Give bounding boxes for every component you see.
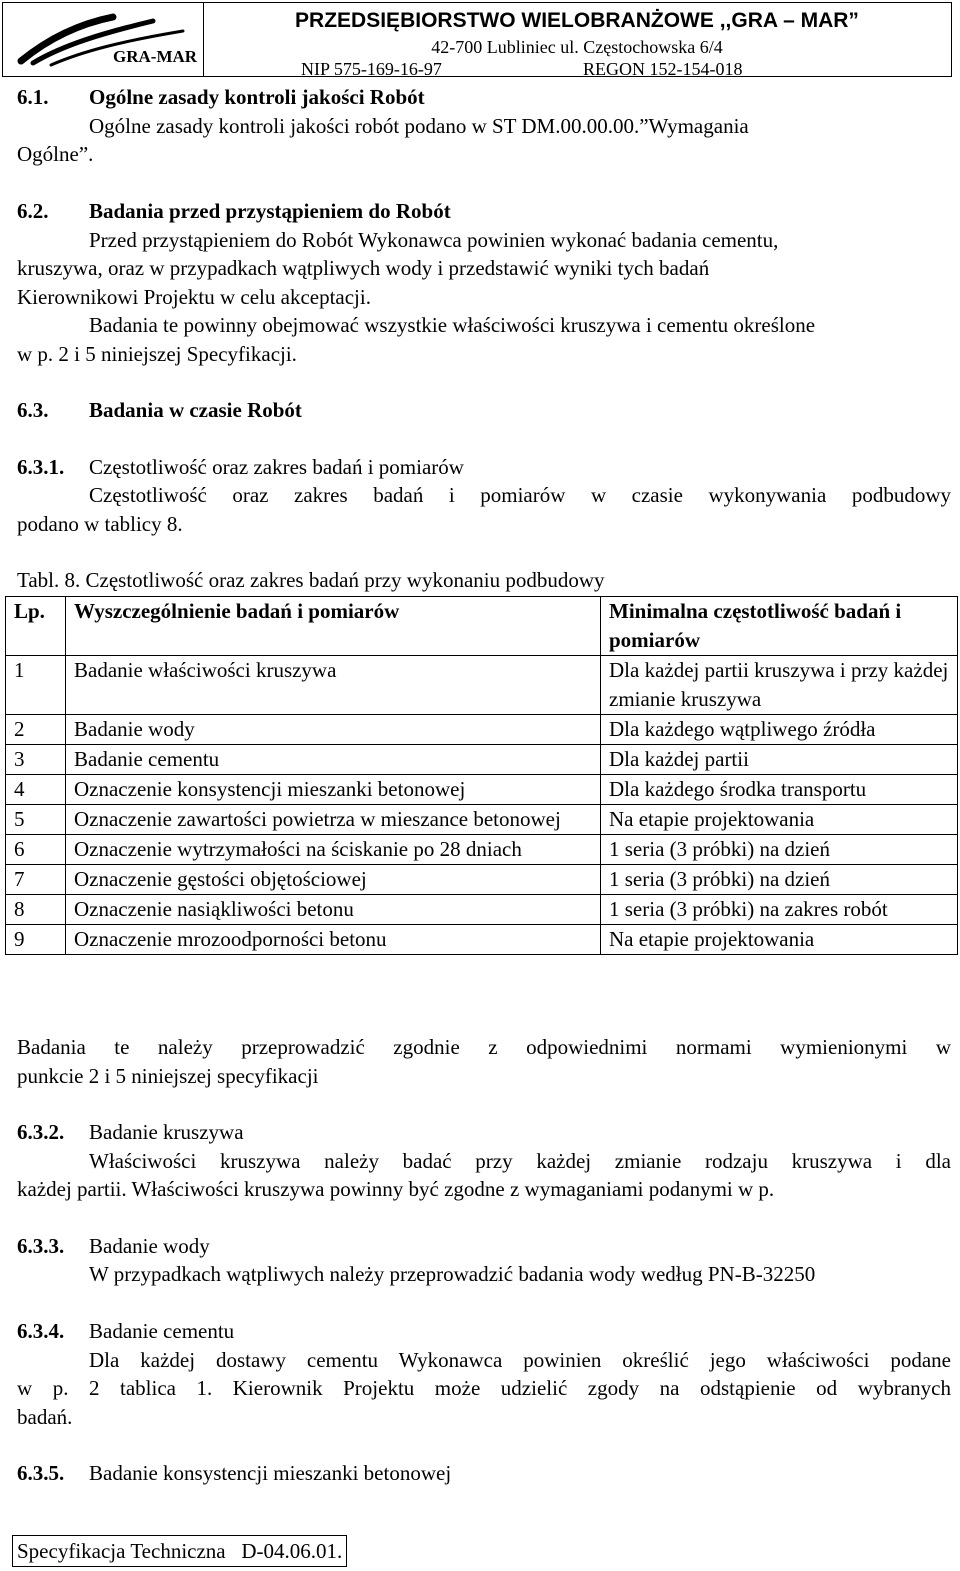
company-nip: NIP 575-169-16-97 [301,59,442,79]
table-cell: 8 [6,895,66,925]
table-header-cell: Minimalna częstotliwość badań i pomiarów [601,597,958,656]
table-cell: 5 [6,805,66,835]
table-row [6,715,958,745]
section-6-3-4-text-line: badań. [17,1405,73,1429]
section-6-3-3-text-line: W przypadkach wątpliwych należy przeprowadzić badania wody według PN-B-32250 [89,1262,816,1286]
section-6-2-text-line: w p. 2 i 5 niniejszej Specyfikacji. [17,342,297,366]
table-cell: 1 [6,656,66,715]
table-cell: Oznaczenie zawartości powietrza w mieszance betonowej [66,805,601,835]
section-6-3-5-number: 6.3.5. [17,1461,65,1485]
table-cell: Oznaczenie nasiąkliwości betonu [66,895,601,925]
company-logo [3,3,204,76]
after-table-text-line: punkcie 2 i 5 niniejszej specyfikacji [17,1064,319,1088]
section-6-1-title: Ogólne zasady kontroli jakości Robót [89,85,425,109]
page-footer: Specyfikacja Techniczna D-04.06.01. [12,1535,347,1567]
section-6-3-4-text-line: w p. 2 tablica 1. Kierownik Projektu może udzielić zgody na odstąpienie od wybranych [17,1376,951,1400]
table-row [6,925,958,955]
table-row [6,745,958,775]
logo-text: GRA-MAR [113,47,198,66]
company-regon: REGON 152-154-018 [583,59,743,79]
table-cell: Badanie cementu [66,745,601,775]
section-6-3-5-title: Badanie konsystencji mieszanki betonowej [89,1461,452,1485]
section-6-3-1-number: 6.3.1. [17,455,65,479]
table-row [6,775,958,805]
table-cell: 1 seria (3 próbki) na zakres robót [601,895,958,925]
company-info [203,3,951,79]
section-6-2-text-line: Badania te powinny obejmować wszystkie właściwości kruszywa i cementu określone [89,313,816,337]
section-6-3-2-title: Badanie kruszywa [89,1120,244,1144]
section-6-2-number: 6.2. [17,199,49,223]
table-cell: Oznaczenie gęstości objętościowej [66,865,601,895]
after-table-text-line: Badania te należy przeprowadzić zgodnie z odpowiednimi normami wymienionymi w [17,1035,951,1059]
table-cell: Dla każdej partii [601,745,958,775]
section-6-3-3-number: 6.3.3. [17,1234,65,1258]
section-6-1-text-line: Ogólne”. [17,142,94,166]
table-cell: 3 [6,745,66,775]
table-cell: Oznaczenie konsystencji mieszanki betonowej [66,775,601,805]
section-6-1-number: 6.1. [17,85,49,109]
table-cell: Oznaczenie wytrzymałości na ściskanie po 28 dniach [66,835,601,865]
section-6-3-4-title: Badanie cementu [89,1319,235,1343]
table-row [6,835,958,865]
table-row [6,656,958,715]
frequency-table [5,596,958,955]
section-6-3-1-text-line: Częstotliwość oraz zakres badań i pomiarów w czasie wykonywania podbudowy [89,483,951,507]
table-cell: Dla każdego środka transportu [601,775,958,805]
table-row [6,865,958,895]
section-6-3-3-title: Badanie wody [89,1234,210,1258]
table-cell: Na etapie projektowania [601,805,958,835]
page-header [2,2,952,77]
table-cell: 4 [6,775,66,805]
section-6-3-1-text-line: podano w tablicy 8. [17,512,183,536]
table-cell: 9 [6,925,66,955]
table-cell: Oznaczenie mrozoodporności betonu [66,925,601,955]
section-6-3-title: Badania w czasie Robót [89,398,302,422]
table-cell: Badanie wody [66,715,601,745]
section-6-3-2-text-line: każdej partii. Właściwości kruszywa powinny być zgodne z wymaganiami podanymi w p. [17,1177,775,1201]
section-6-2-text-line: Przed przystąpieniem do Robót Wykonawca powinien wykonać badania cementu, [89,228,779,252]
section-6-3-4-text-line: Dla każdej dostawy cementu Wykonawca powinien określić jego właściwości podane [89,1348,951,1372]
table-header-cell: Wyszczególnienie badań i pomiarów [66,597,601,656]
section-6-1-text-line: Ogólne zasady kontroli jakości robót podano w ST DM.00.00.00.”Wymagania [89,114,749,138]
table-cell: 1 seria (3 próbki) na dzień [601,835,958,865]
section-6-2-title: Badania przed przystąpieniem do Robót [89,199,451,223]
table-row [6,895,958,925]
table-cell: 7 [6,865,66,895]
table-cell: 2 [6,715,66,745]
section-6-3-4-number: 6.3.4. [17,1319,65,1343]
table-header-row [6,597,958,656]
table-cell: Dla każdego wątpliwego źródła [601,715,958,745]
table-caption: Tabl. 8. Częstotliwość oraz zakres badań przy wykonaniu podbudowy [17,568,605,592]
section-6-2-text-line: Kierownikowi Projektu w celu akceptacji. [17,285,371,309]
section-6-3-2-text-line: Właściwości kruszywa należy badać przy każdej zmianie rodzaju kruszywa i dla [89,1149,951,1173]
table-cell: 6 [6,835,66,865]
table-row [6,805,958,835]
section-6-2-text-line: kruszywa, oraz w przypadkach wątpliwych wody i przedstawić wyniki tych badań [17,256,710,280]
section-6-3-1-title: Częstotliwość oraz zakres badań i pomiarów [89,455,464,479]
company-name: PRZEDSIĘBIORSTWO WIELOBRANŻOWE ,,GRA – MAR” [295,9,859,32]
table-cell: 1 seria (3 próbki) na dzień [601,865,958,895]
table-header-cell: Lp. [6,597,66,656]
table-cell: Na etapie projektowania [601,925,958,955]
table-cell: Dla każdej partii kruszywa i przy każdej zmianie kruszywa [601,656,958,715]
section-6-3-2-number: 6.3.2. [17,1120,65,1144]
table-cell: Badanie właściwości kruszywa [66,656,601,715]
company-address: 42-700 Lubliniec ul. Częstochowska 6/4 [431,37,723,57]
section-6-3-number: 6.3. [17,398,49,422]
